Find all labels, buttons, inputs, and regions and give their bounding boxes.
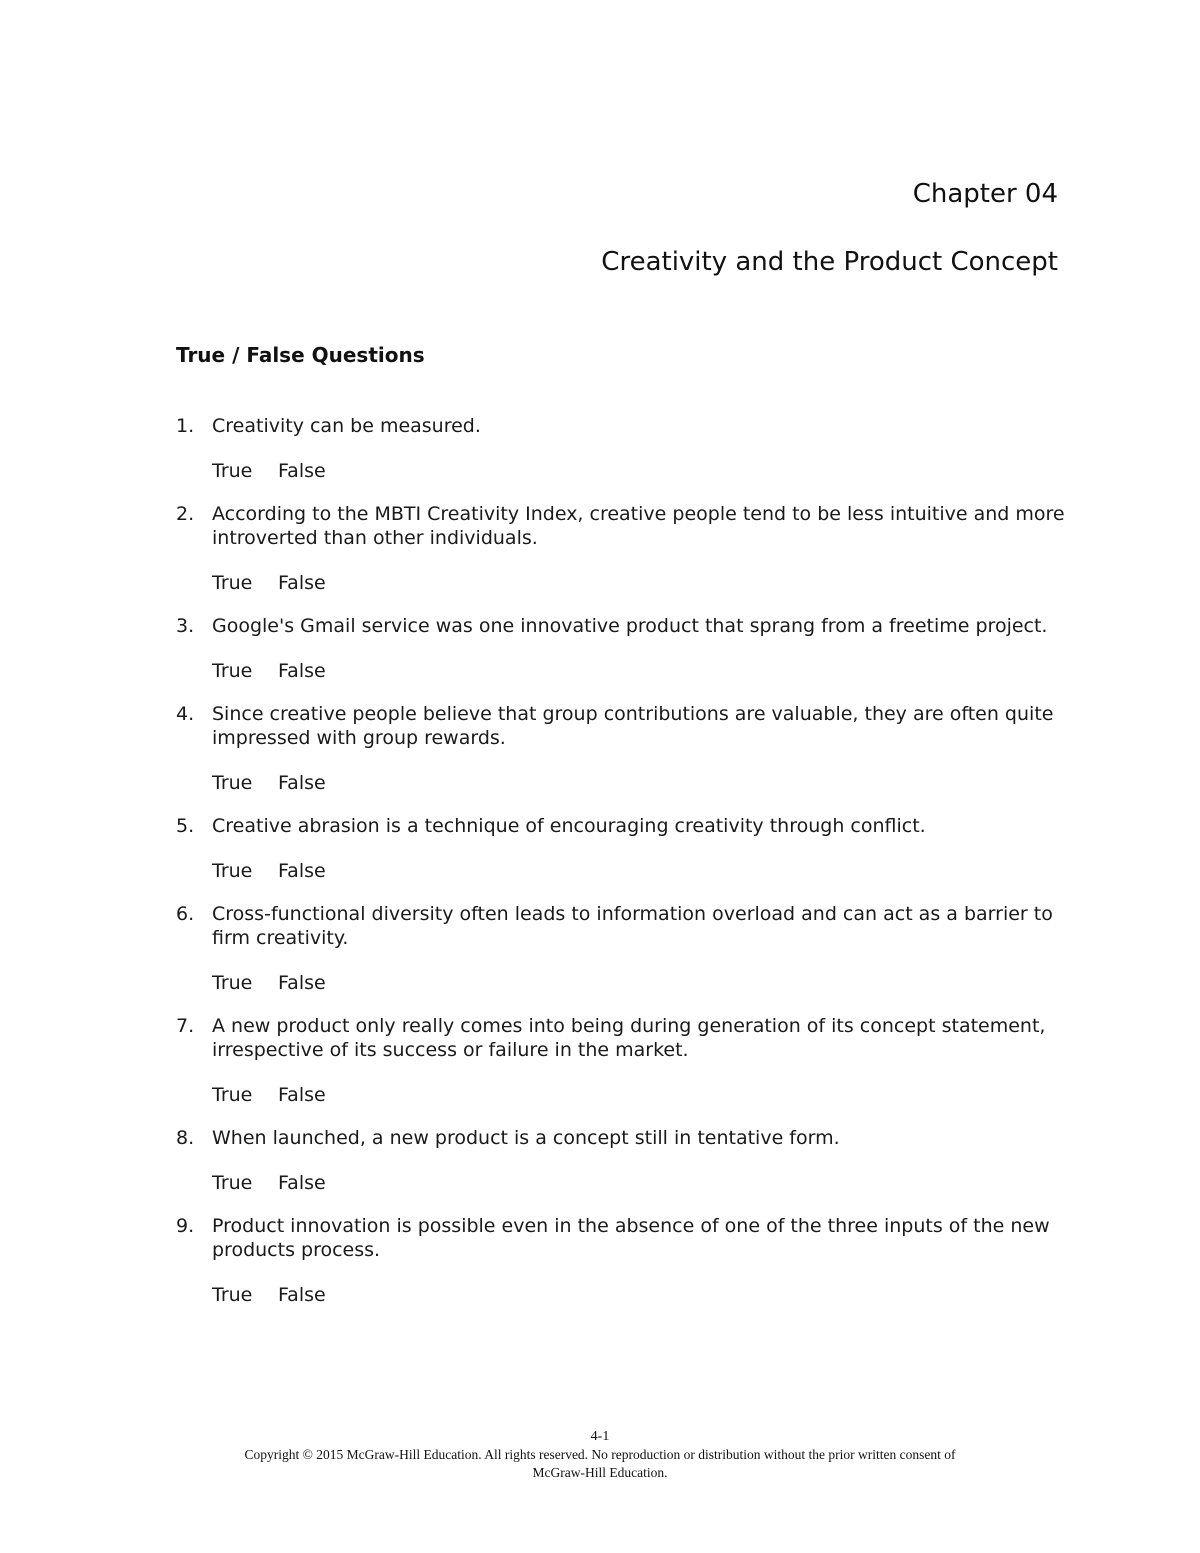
- question-item: [176, 814, 1066, 883]
- question-number: 6.: [176, 903, 195, 925]
- true-option: True: [212, 1172, 253, 1194]
- true-option: True: [212, 460, 253, 482]
- true-option: True: [212, 572, 253, 594]
- question-text: When launched, a new product is a concept still in tentative form.: [212, 1127, 840, 1149]
- false-option: False: [278, 772, 326, 794]
- chapter-title: Creativity and the Product Concept: [601, 247, 1058, 277]
- false-option: False: [278, 1172, 326, 1194]
- question-item: [176, 502, 1066, 595]
- section-heading: True / False Questions: [176, 343, 425, 367]
- question-number: 7.: [176, 1015, 195, 1037]
- question-text: Creative abrasion is a technique of encouraging creativity through conflict.: [212, 815, 926, 837]
- question-number: 5.: [176, 815, 195, 837]
- question-text: Product innovation is possible even in the absence of one of the three inputs of the new products process.: [212, 1215, 1050, 1261]
- true-option: True: [212, 972, 253, 994]
- question-item: [176, 614, 1066, 683]
- true-option: True: [212, 1284, 253, 1306]
- question-text: Cross-functional diversity often leads to information overload and can act as a barrier to firm creativity.: [212, 903, 1053, 949]
- true-option: True: [212, 1084, 253, 1106]
- question-text: A new product only really comes into being during generation of its concept statement, irrespective of its success or failure in the market.: [212, 1015, 1046, 1061]
- question-item: [176, 1014, 1066, 1107]
- question-item: [176, 414, 1066, 483]
- false-option: False: [278, 1284, 326, 1306]
- question-item: [176, 702, 1066, 795]
- question-number: 1.: [176, 415, 195, 437]
- question-list: [176, 414, 1066, 1326]
- question-text: Google's Gmail service was one innovative product that sprang from a freetime project.: [212, 615, 1048, 637]
- question-item: [176, 1214, 1066, 1307]
- question-number: 8.: [176, 1127, 195, 1149]
- false-option: False: [278, 660, 326, 682]
- false-option: False: [278, 460, 326, 482]
- false-option: False: [278, 572, 326, 594]
- true-option: True: [212, 772, 253, 794]
- false-option: False: [278, 860, 326, 882]
- false-option: False: [278, 1084, 326, 1106]
- question-item: [176, 1126, 1066, 1195]
- question-text: Creativity can be measured.: [212, 415, 481, 437]
- question-number: 9.: [176, 1215, 195, 1237]
- chapter-number: Chapter 04: [912, 179, 1058, 209]
- copyright-line: Copyright © 2015 McGraw-Hill Education. All rights reserved. No reproduction or distribution without the prior written consent of: [244, 1447, 956, 1462]
- page-number: 4-1: [590, 1429, 610, 1444]
- question-text: Since creative people believe that group contributions are valuable, they are often quite impressed with group rewards.: [212, 703, 1054, 749]
- question-number: 3.: [176, 615, 195, 637]
- true-option: True: [212, 660, 253, 682]
- question-number: 2.: [176, 503, 195, 525]
- question-text: According to the MBTI Creativity Index, creative people tend to be less intuitive and more introverted than other individuals.: [212, 503, 1065, 549]
- copyright-line: McGraw-Hill Education.: [532, 1465, 668, 1480]
- page-footer: [0, 1428, 1200, 1482]
- true-option: True: [212, 860, 253, 882]
- question-item: [176, 902, 1066, 995]
- question-number: 4.: [176, 703, 195, 725]
- false-option: False: [278, 972, 326, 994]
